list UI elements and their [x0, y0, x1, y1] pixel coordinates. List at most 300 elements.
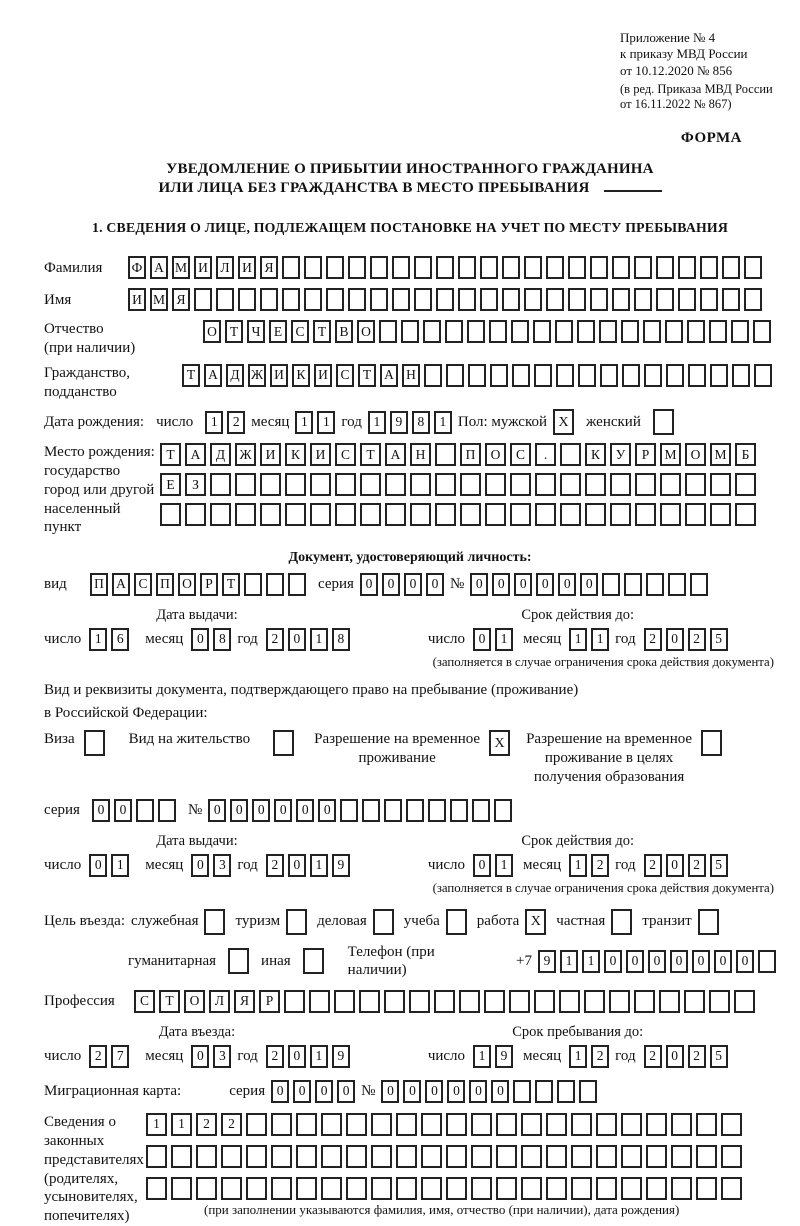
- representatives-input-line1[interactable]: [146, 1113, 742, 1136]
- char-box[interactable]: [458, 256, 476, 279]
- char-box[interactable]: [510, 473, 531, 496]
- res-number-input[interactable]: [208, 799, 512, 822]
- char-box[interactable]: З: [185, 473, 206, 496]
- char-box[interactable]: 0: [288, 628, 306, 651]
- char-box[interactable]: 0: [288, 854, 306, 877]
- char-box[interactable]: О: [357, 320, 375, 343]
- char-box[interactable]: 8: [213, 628, 231, 651]
- char-box[interactable]: [668, 573, 686, 596]
- doc-type-input[interactable]: [90, 573, 306, 596]
- char-box[interactable]: [246, 1145, 267, 1168]
- purpose-private-checkbox[interactable]: [611, 909, 632, 935]
- char-box[interactable]: [335, 473, 356, 496]
- surname-input[interactable]: [128, 256, 762, 279]
- res-series-input[interactable]: [92, 799, 176, 822]
- doc-expiry-year-input[interactable]: [644, 628, 728, 651]
- birth-place-input-line1[interactable]: [160, 443, 756, 466]
- char-box[interactable]: [321, 1113, 342, 1136]
- char-box[interactable]: 2: [227, 411, 245, 434]
- char-box[interactable]: [731, 320, 749, 343]
- stay-month-input[interactable]: [569, 1045, 609, 1068]
- doc-number-input[interactable]: [470, 573, 708, 596]
- char-box[interactable]: [685, 473, 706, 496]
- char-box[interactable]: [271, 1145, 292, 1168]
- char-box[interactable]: [468, 364, 486, 387]
- char-box[interactable]: [590, 256, 608, 279]
- char-box[interactable]: 2: [591, 854, 609, 877]
- char-box[interactable]: [360, 503, 381, 526]
- char-box[interactable]: [424, 364, 442, 387]
- char-box[interactable]: [496, 1177, 517, 1200]
- char-box[interactable]: Л: [216, 256, 234, 279]
- char-box[interactable]: 1: [317, 411, 335, 434]
- char-box[interactable]: [502, 256, 520, 279]
- citizenship-input[interactable]: [182, 364, 772, 387]
- char-box[interactable]: Н: [410, 443, 431, 466]
- char-box[interactable]: [596, 1113, 617, 1136]
- purpose-humanitarian-checkbox[interactable]: [228, 948, 249, 974]
- char-box[interactable]: [410, 503, 431, 526]
- char-box[interactable]: [734, 990, 755, 1013]
- char-box[interactable]: 0: [426, 573, 444, 596]
- char-box[interactable]: [521, 1177, 542, 1200]
- char-box[interactable]: 1: [569, 1045, 587, 1068]
- char-box[interactable]: К: [585, 443, 606, 466]
- char-box[interactable]: [634, 256, 652, 279]
- char-box[interactable]: [578, 364, 596, 387]
- char-box[interactable]: [296, 1145, 317, 1168]
- char-box[interactable]: Д: [210, 443, 231, 466]
- char-box[interactable]: [666, 364, 684, 387]
- char-box[interactable]: Т: [159, 990, 180, 1013]
- char-box[interactable]: [401, 320, 419, 343]
- char-box[interactable]: 9: [390, 411, 408, 434]
- char-box[interactable]: О: [685, 443, 706, 466]
- char-box[interactable]: 0: [191, 854, 209, 877]
- char-box[interactable]: [559, 990, 580, 1013]
- char-box[interactable]: 0: [381, 1080, 399, 1103]
- char-box[interactable]: М: [150, 288, 168, 311]
- char-box[interactable]: [228, 948, 249, 974]
- char-box[interactable]: [602, 573, 620, 596]
- char-box[interactable]: Т: [358, 364, 376, 387]
- char-box[interactable]: [596, 1145, 617, 1168]
- char-box[interactable]: [502, 288, 520, 311]
- char-box[interactable]: [460, 503, 481, 526]
- char-box[interactable]: 1: [560, 950, 578, 973]
- char-box[interactable]: Я: [172, 288, 190, 311]
- char-box[interactable]: 0: [473, 854, 491, 877]
- char-box[interactable]: 9: [538, 950, 556, 973]
- char-box[interactable]: [671, 1113, 692, 1136]
- entry-year-input[interactable]: [266, 1045, 350, 1068]
- char-box[interactable]: [348, 288, 366, 311]
- purpose-tourism-checkbox[interactable]: [286, 909, 307, 935]
- char-box[interactable]: 7: [111, 1045, 129, 1068]
- char-box[interactable]: И: [128, 288, 146, 311]
- char-box[interactable]: 3: [213, 854, 231, 877]
- residence-permit-checkbox[interactable]: [273, 730, 294, 756]
- char-box[interactable]: [534, 990, 555, 1013]
- char-box[interactable]: 2: [644, 854, 662, 877]
- char-box[interactable]: [678, 288, 696, 311]
- char-box[interactable]: [210, 503, 231, 526]
- char-box[interactable]: [660, 473, 681, 496]
- char-box[interactable]: [371, 1113, 392, 1136]
- char-box[interactable]: [721, 1113, 742, 1136]
- char-box[interactable]: [732, 364, 750, 387]
- char-box[interactable]: [560, 503, 581, 526]
- char-box[interactable]: 0: [404, 573, 422, 596]
- char-box[interactable]: [722, 256, 740, 279]
- birth-place-input-line2[interactable]: [160, 473, 756, 496]
- char-box[interactable]: А: [380, 364, 398, 387]
- char-box[interactable]: [434, 990, 455, 1013]
- char-box[interactable]: [710, 503, 731, 526]
- char-box[interactable]: Я: [260, 256, 278, 279]
- char-box[interactable]: 0: [558, 573, 576, 596]
- char-box[interactable]: М: [660, 443, 681, 466]
- char-box[interactable]: 2: [221, 1113, 242, 1136]
- char-box[interactable]: [310, 503, 331, 526]
- doc-issue-day-input[interactable]: [89, 628, 129, 651]
- char-box[interactable]: [196, 1177, 217, 1200]
- char-box[interactable]: [467, 320, 485, 343]
- patronymic-input[interactable]: [203, 320, 771, 343]
- char-box[interactable]: 1: [368, 411, 386, 434]
- char-box[interactable]: [585, 473, 606, 496]
- purpose-business-checkbox[interactable]: [373, 909, 394, 935]
- sex-female-checkbox[interactable]: [653, 409, 674, 435]
- char-box[interactable]: 0: [191, 1045, 209, 1068]
- birth-place-input-line3[interactable]: [160, 503, 756, 526]
- char-box[interactable]: [622, 364, 640, 387]
- char-box[interactable]: [446, 909, 467, 935]
- char-box[interactable]: [260, 503, 281, 526]
- char-box[interactable]: 0: [315, 1080, 333, 1103]
- entry-month-input[interactable]: [191, 1045, 231, 1068]
- char-box[interactable]: [660, 503, 681, 526]
- char-box[interactable]: П: [90, 573, 108, 596]
- char-box[interactable]: [584, 990, 605, 1013]
- char-box[interactable]: 1: [295, 411, 313, 434]
- char-box[interactable]: [396, 1113, 417, 1136]
- char-box[interactable]: 9: [332, 854, 350, 877]
- char-box[interactable]: [244, 573, 262, 596]
- char-box[interactable]: 0: [666, 854, 684, 877]
- char-box[interactable]: [709, 990, 730, 1013]
- char-box[interactable]: [490, 364, 508, 387]
- char-box[interactable]: 1: [434, 411, 452, 434]
- char-box[interactable]: [535, 473, 556, 496]
- char-box[interactable]: [521, 1145, 542, 1168]
- char-box[interactable]: [271, 1113, 292, 1136]
- char-box[interactable]: [410, 473, 431, 496]
- char-box[interactable]: 1: [310, 628, 328, 651]
- char-box[interactable]: [385, 503, 406, 526]
- char-box[interactable]: [216, 288, 234, 311]
- char-box[interactable]: [160, 503, 181, 526]
- name-input[interactable]: [128, 288, 762, 311]
- char-box[interactable]: [282, 256, 300, 279]
- char-box[interactable]: X: [553, 409, 574, 435]
- char-box[interactable]: Ф: [128, 256, 146, 279]
- char-box[interactable]: [414, 288, 432, 311]
- res-issue-day-input[interactable]: [89, 854, 129, 877]
- purpose-other-checkbox[interactable]: [303, 948, 324, 974]
- char-box[interactable]: [171, 1177, 192, 1200]
- char-box[interactable]: [758, 950, 776, 973]
- char-box[interactable]: [710, 473, 731, 496]
- char-box[interactable]: 0: [191, 628, 209, 651]
- char-box[interactable]: Т: [225, 320, 243, 343]
- char-box[interactable]: [406, 799, 424, 822]
- char-box[interactable]: [621, 320, 639, 343]
- char-box[interactable]: [568, 256, 586, 279]
- char-box[interactable]: 1: [171, 1113, 192, 1136]
- char-box[interactable]: 2: [688, 628, 706, 651]
- char-box[interactable]: 9: [495, 1045, 513, 1068]
- char-box[interactable]: [744, 256, 762, 279]
- res-expiry-year-input[interactable]: [644, 854, 728, 877]
- char-box[interactable]: [609, 990, 630, 1013]
- char-box[interactable]: [700, 288, 718, 311]
- char-box[interactable]: [546, 1177, 567, 1200]
- char-box[interactable]: [271, 1177, 292, 1200]
- char-box[interactable]: Я: [234, 990, 255, 1013]
- char-box[interactable]: [656, 256, 674, 279]
- sex-male-checkbox[interactable]: [553, 409, 574, 435]
- char-box[interactable]: [671, 1145, 692, 1168]
- char-box[interactable]: И: [270, 364, 288, 387]
- char-box[interactable]: [285, 503, 306, 526]
- char-box[interactable]: [273, 730, 294, 756]
- res-expiry-day-input[interactable]: [473, 854, 513, 877]
- doc-expiry-day-input[interactable]: [473, 628, 513, 651]
- temp-permit-checkbox[interactable]: [489, 730, 510, 756]
- char-box[interactable]: [611, 909, 632, 935]
- char-box[interactable]: Н: [402, 364, 420, 387]
- char-box[interactable]: [489, 320, 507, 343]
- char-box[interactable]: И: [314, 364, 332, 387]
- char-box[interactable]: [512, 364, 530, 387]
- char-box[interactable]: [436, 256, 454, 279]
- char-box[interactable]: [599, 320, 617, 343]
- char-box[interactable]: [610, 473, 631, 496]
- char-box[interactable]: Е: [160, 473, 181, 496]
- char-box[interactable]: Е: [269, 320, 287, 343]
- char-box[interactable]: [246, 1113, 267, 1136]
- char-box[interactable]: О: [184, 990, 205, 1013]
- char-box[interactable]: 0: [89, 854, 107, 877]
- char-box[interactable]: [446, 1145, 467, 1168]
- char-box[interactable]: [84, 730, 105, 756]
- purpose-study-checkbox[interactable]: [446, 909, 467, 935]
- char-box[interactable]: А: [112, 573, 130, 596]
- char-box[interactable]: К: [285, 443, 306, 466]
- res-issue-month-input[interactable]: [191, 854, 231, 877]
- char-box[interactable]: 0: [666, 628, 684, 651]
- char-box[interactable]: К: [292, 364, 310, 387]
- visa-checkbox[interactable]: [84, 730, 105, 756]
- char-box[interactable]: П: [156, 573, 174, 596]
- char-box[interactable]: [238, 288, 256, 311]
- phone-input[interactable]: [538, 950, 776, 973]
- char-box[interactable]: [379, 320, 397, 343]
- char-box[interactable]: 5: [710, 1045, 728, 1068]
- char-box[interactable]: [458, 288, 476, 311]
- char-box[interactable]: [204, 909, 225, 935]
- char-box[interactable]: 0: [230, 799, 248, 822]
- char-box[interactable]: [409, 990, 430, 1013]
- char-box[interactable]: [579, 1080, 597, 1103]
- char-box[interactable]: [435, 503, 456, 526]
- char-box[interactable]: [421, 1113, 442, 1136]
- char-box[interactable]: [286, 909, 307, 935]
- char-box[interactable]: [624, 573, 642, 596]
- char-box[interactable]: [414, 256, 432, 279]
- char-box[interactable]: И: [194, 256, 212, 279]
- char-box[interactable]: [296, 1177, 317, 1200]
- char-box[interactable]: 0: [469, 1080, 487, 1103]
- char-box[interactable]: [560, 443, 581, 466]
- char-box[interactable]: 6: [111, 628, 129, 651]
- char-box[interactable]: 0: [252, 799, 270, 822]
- char-box[interactable]: [304, 288, 322, 311]
- char-box[interactable]: [210, 473, 231, 496]
- char-box[interactable]: Р: [635, 443, 656, 466]
- char-box[interactable]: [480, 288, 498, 311]
- char-box[interactable]: 1: [310, 1045, 328, 1068]
- char-box[interactable]: [158, 799, 176, 822]
- char-box[interactable]: [260, 473, 281, 496]
- char-box[interactable]: 1: [569, 628, 587, 651]
- char-box[interactable]: [296, 1113, 317, 1136]
- char-box[interactable]: [659, 990, 680, 1013]
- char-box[interactable]: [450, 799, 468, 822]
- char-box[interactable]: [185, 503, 206, 526]
- stay-day-input[interactable]: [473, 1045, 513, 1068]
- char-box[interactable]: [524, 288, 542, 311]
- char-box[interactable]: [460, 473, 481, 496]
- char-box[interactable]: [577, 320, 595, 343]
- char-box[interactable]: Р: [200, 573, 218, 596]
- char-box[interactable]: [646, 1177, 667, 1200]
- char-box[interactable]: [546, 288, 564, 311]
- char-box[interactable]: У: [610, 443, 631, 466]
- char-box[interactable]: В: [335, 320, 353, 343]
- purpose-official-checkbox[interactable]: [204, 909, 225, 935]
- doc-expiry-month-input[interactable]: [569, 628, 609, 651]
- char-box[interactable]: 0: [473, 628, 491, 651]
- char-box[interactable]: 0: [492, 573, 510, 596]
- char-box[interactable]: 0: [626, 950, 644, 973]
- char-box[interactable]: [304, 256, 322, 279]
- char-box[interactable]: [722, 288, 740, 311]
- birth-day-input[interactable]: [205, 411, 245, 434]
- char-box[interactable]: 8: [412, 411, 430, 434]
- birth-month-input[interactable]: [295, 411, 335, 434]
- char-box[interactable]: [309, 990, 330, 1013]
- entry-day-input[interactable]: [89, 1045, 129, 1068]
- char-box[interactable]: Т: [360, 443, 381, 466]
- char-box[interactable]: 0: [714, 950, 732, 973]
- char-box[interactable]: [510, 503, 531, 526]
- char-box[interactable]: 2: [89, 1045, 107, 1068]
- char-box[interactable]: Д: [226, 364, 244, 387]
- char-box[interactable]: [346, 1177, 367, 1200]
- char-box[interactable]: 0: [604, 950, 622, 973]
- char-box[interactable]: 0: [736, 950, 754, 973]
- char-box[interactable]: [643, 320, 661, 343]
- char-box[interactable]: С: [335, 443, 356, 466]
- char-box[interactable]: Б: [735, 443, 756, 466]
- char-box[interactable]: С: [134, 573, 152, 596]
- char-box[interactable]: [634, 288, 652, 311]
- char-box[interactable]: [621, 1177, 642, 1200]
- char-box[interactable]: [696, 1113, 717, 1136]
- char-box[interactable]: [360, 473, 381, 496]
- char-box[interactable]: [221, 1145, 242, 1168]
- char-box[interactable]: [392, 288, 410, 311]
- representatives-input-line3[interactable]: [146, 1177, 742, 1200]
- char-box[interactable]: [590, 288, 608, 311]
- char-box[interactable]: [600, 364, 618, 387]
- char-box[interactable]: [646, 1145, 667, 1168]
- char-box[interactable]: 1: [146, 1113, 167, 1136]
- char-box[interactable]: 0: [318, 799, 336, 822]
- char-box[interactable]: [326, 288, 344, 311]
- char-box[interactable]: [370, 256, 388, 279]
- char-box[interactable]: [423, 320, 441, 343]
- char-box[interactable]: О: [203, 320, 221, 343]
- char-box[interactable]: [194, 288, 212, 311]
- char-box[interactable]: 1: [582, 950, 600, 973]
- char-box[interactable]: 3: [213, 1045, 231, 1068]
- char-box[interactable]: [459, 990, 480, 1013]
- char-box[interactable]: [471, 1113, 492, 1136]
- char-box[interactable]: [665, 320, 683, 343]
- char-box[interactable]: [435, 443, 456, 466]
- char-box[interactable]: 0: [288, 1045, 306, 1068]
- char-box[interactable]: Т: [160, 443, 181, 466]
- char-box[interactable]: 0: [580, 573, 598, 596]
- char-box[interactable]: 0: [337, 1080, 355, 1103]
- char-box[interactable]: [612, 288, 630, 311]
- char-box[interactable]: [471, 1145, 492, 1168]
- char-box[interactable]: С: [336, 364, 354, 387]
- char-box[interactable]: [392, 256, 410, 279]
- char-box[interactable]: [684, 990, 705, 1013]
- char-box[interactable]: [346, 1145, 367, 1168]
- char-box[interactable]: [348, 256, 366, 279]
- char-box[interactable]: [556, 364, 574, 387]
- char-box[interactable]: А: [204, 364, 222, 387]
- char-box[interactable]: [282, 288, 300, 311]
- char-box[interactable]: А: [150, 256, 168, 279]
- char-box[interactable]: 0: [692, 950, 710, 973]
- char-box[interactable]: [513, 1080, 531, 1103]
- char-box[interactable]: 2: [644, 1045, 662, 1068]
- char-box[interactable]: [396, 1177, 417, 1200]
- char-box[interactable]: [671, 1177, 692, 1200]
- char-box[interactable]: [571, 1113, 592, 1136]
- char-box[interactable]: [585, 503, 606, 526]
- char-box[interactable]: 0: [666, 1045, 684, 1068]
- char-box[interactable]: [396, 1145, 417, 1168]
- char-box[interactable]: [146, 1145, 167, 1168]
- char-box[interactable]: 0: [92, 799, 110, 822]
